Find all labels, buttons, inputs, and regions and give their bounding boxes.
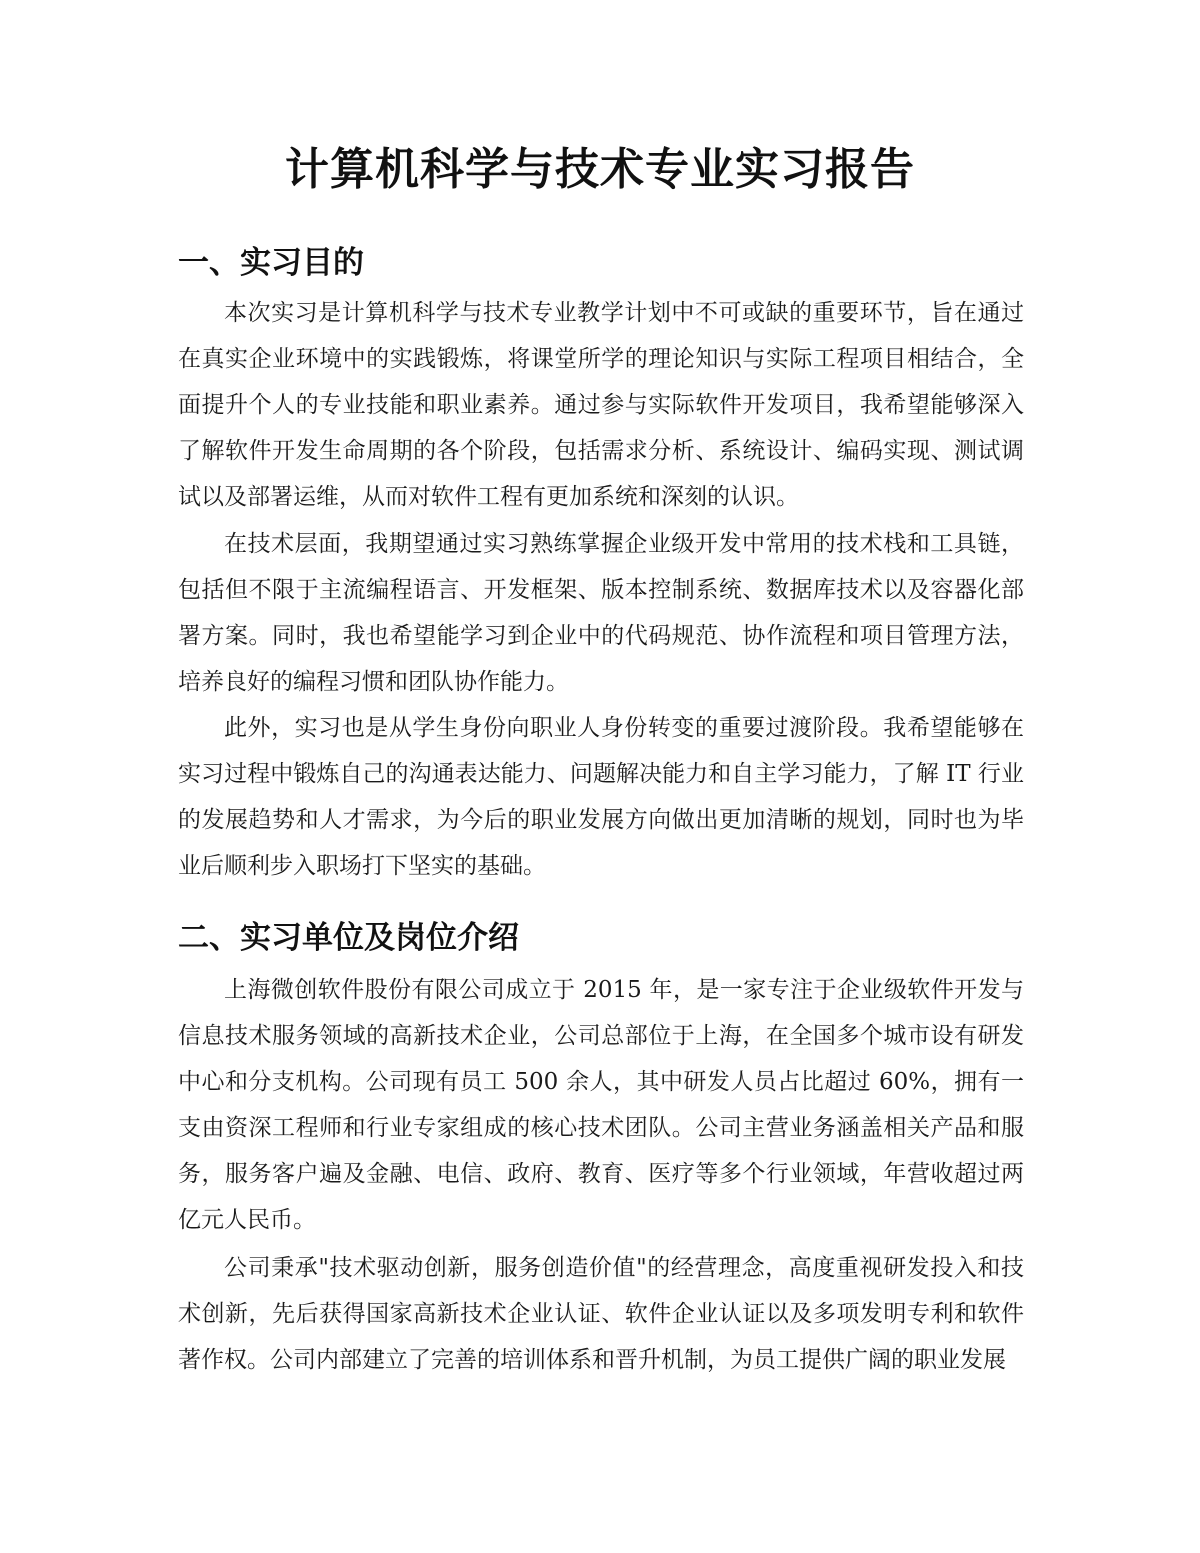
section-heading-purpose: 一、实习目的 — [178, 245, 364, 281]
paragraph-purpose-1: 本次实习是计算机科学与技术专业教学计划中不可或缺的重要环节，旨在通过在真实企业环境中的实践锻炼，将课堂所学的理论知识与实际工程项目相结合，全面提升个人的专业技能和职业素养。通过参与实际软件开发项目，我希望能够深入了解软件开发生命周期的各个阶段，包括需求分析、系统设计、编码实现、测试调试以及部署运维，从而对软件工程有更加系统和深刻的认识。 — [178, 300, 1024, 510]
paragraph-purpose-3: 此外，实习也是从学生身份向职业人身份转变的重要过渡阶段。我希望能够在实习过程中锻炼自己的沟通表达能力、问题解决能力和自主学习能力，了解 IT 行业的发展趋势和人才需求，为今后的职业发展方向做出更加清晰的规划，同时也为毕业后顺利步入职场打下坚实的基础。 — [178, 715, 1024, 879]
section-heading-company: 二、实习单位及岗位介绍 — [178, 920, 519, 956]
paragraph-purpose-2: 在技术层面，我期望通过实习熟练掌握企业级开发中常用的技术栈和工具链，包括但不限于主流编程语言、开发框架、版本控制系统、数据库技术以及容器化部署方案。同时，我也希望能学习到企业中的代码规范、协作流程和项目管理方法，培养良好的编程习惯和团队协作能力。 — [178, 531, 1024, 695]
paragraph-company-2: 公司秉承"技术驱动创新，服务创造价值"的经营理念，高度重视研发投入和技术创新，先后获得国家高新技术企业认证、软件企业认证以及多项发明专利和软件著作权。公司内部建立了完善的培训体系和晋升机制，为员工提供广阔的职业发展 — [178, 1255, 1024, 1373]
document-title: 计算机科学与技术专业实习报告 — [285, 144, 915, 195]
paragraph-company-1: 上海微创软件股份有限公司成立于 2015 年，是一家专注于企业级软件开发与信息技术服务领域的高新技术企业，公司总部位于上海，在全国多个城市设有研发中心和分支机构。公司现有员工 500 余人，其中研发人员占比超过 60%，拥有一支由资深工程师和行业专家组成的核心技术团队。公司主营业务涵盖相关产品和服务，服务客户遍及金融、电信、政府、教育、医疗等多个行业领域，年营收超过两亿元人民币。 — [178, 977, 1024, 1233]
